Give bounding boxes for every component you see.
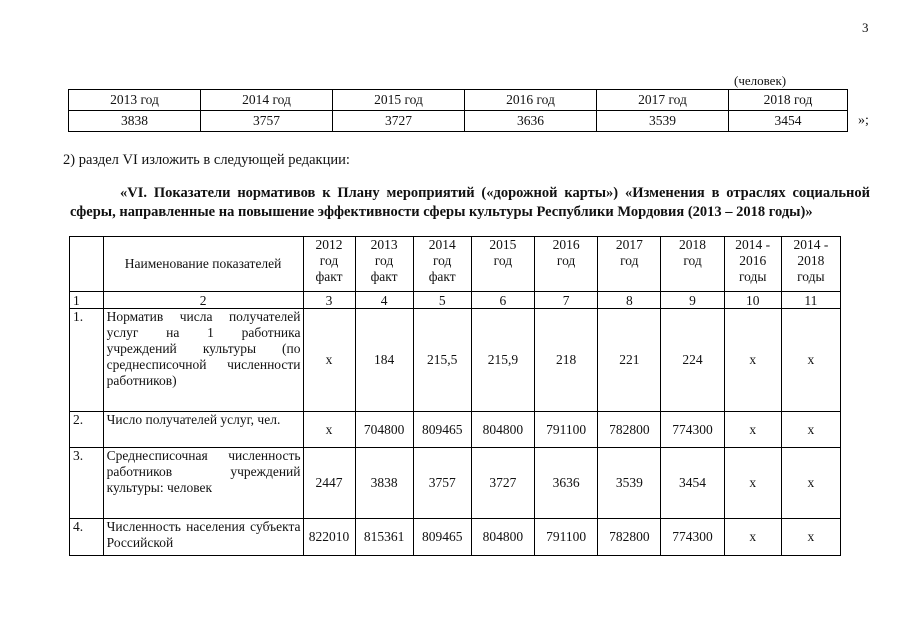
column-number-cell: 8 (598, 292, 661, 309)
value-cell: 774300 (661, 412, 724, 448)
table-row (70, 309, 841, 412)
quote-closer: »; (858, 113, 869, 128)
header-index-cell (70, 237, 104, 292)
value-cell: 791100 (534, 519, 597, 556)
table-header-row (70, 237, 841, 292)
value-cell: 791100 (534, 412, 597, 448)
value-row (69, 111, 848, 132)
value-cell: x (724, 448, 781, 519)
row-name: Число получателей услуг, чел. (103, 412, 303, 448)
row-name: Норматив числа получателей услуг на 1 работника учреждений культуры (по среднесписочной численности работников) (103, 309, 303, 412)
value-cell: 704800 (355, 412, 413, 448)
value-cell: 3539 (597, 111, 729, 132)
section-heading-line: «VI. Показатели нормативов к Плану мероприятий («дорожной карты») «Изменения в отраслях социальной (120, 185, 870, 201)
year-cell: 2015 год (333, 90, 465, 111)
unit-label: (человек) (734, 73, 787, 88)
header-year-cell: 2013 год факт (355, 237, 413, 292)
value-cell: x (781, 412, 840, 448)
row-index: 4. (70, 519, 104, 556)
value-cell: x (724, 309, 781, 412)
value-cell: 3727 (471, 448, 534, 519)
value-cell: 774300 (661, 519, 724, 556)
value-cell: 815361 (355, 519, 413, 556)
column-number-cell: 1 (70, 292, 104, 309)
value-cell: x (303, 412, 355, 448)
value-cell: 3636 (534, 448, 597, 519)
year-cell: 2013 год (69, 90, 201, 111)
row-name: Среднесписочная численность работников учреждений культуры: человек (103, 448, 303, 519)
value-cell: 782800 (598, 412, 661, 448)
value-cell: 3454 (661, 448, 724, 519)
year-cell: 2016 год (465, 90, 597, 111)
header-year-cell: 2015 год (471, 237, 534, 292)
value-cell: 2447 (303, 448, 355, 519)
column-number-cell: 3 (303, 292, 355, 309)
column-number-cell: 10 (724, 292, 781, 309)
column-number-cell: 9 (661, 292, 724, 309)
value-cell: 3727 (333, 111, 465, 132)
header-name-cell: Наименование показателей (103, 237, 303, 292)
value-cell: 809465 (413, 519, 471, 556)
table-row (70, 412, 841, 448)
column-number-cell: 7 (534, 292, 597, 309)
value-cell: x (781, 448, 840, 519)
value-cell: x (781, 309, 840, 412)
year-cell: 2018 год (729, 90, 848, 111)
value-cell: 215,5 (413, 309, 471, 412)
table-row (70, 448, 841, 519)
value-cell: 3454 (729, 111, 848, 132)
indicators-table (69, 236, 841, 556)
value-cell: 221 (598, 309, 661, 412)
year-cell: 2014 год (201, 90, 333, 111)
header-year-cell: 2014 год факт (413, 237, 471, 292)
value-cell: x (303, 309, 355, 412)
year-header-row (69, 90, 848, 111)
header-period-cell: 2014 - 2018 годы (781, 237, 840, 292)
value-cell: 3539 (598, 448, 661, 519)
value-cell: 215,9 (471, 309, 534, 412)
year-cell: 2017 год (597, 90, 729, 111)
row-index: 3. (70, 448, 104, 519)
value-cell: 3757 (201, 111, 333, 132)
value-cell: 3757 (413, 448, 471, 519)
header-year-cell: 2017 год (598, 237, 661, 292)
value-cell: 3838 (69, 111, 201, 132)
value-cell: x (781, 519, 840, 556)
value-cell: 3838 (355, 448, 413, 519)
value-cell: x (724, 519, 781, 556)
value-cell: 804800 (471, 412, 534, 448)
section-instruction: 2) раздел VI изложить в следующей редакции: (63, 152, 350, 168)
section-heading (70, 184, 870, 222)
column-number-cell: 4 (355, 292, 413, 309)
value-cell: 218 (534, 309, 597, 412)
header-year-cell: 2016 год (534, 237, 597, 292)
header-year-cell: 2018 год (661, 237, 724, 292)
row-name: Численность населения субъекта Российской (103, 519, 303, 556)
header-year-cell: 2012 год факт (303, 237, 355, 292)
value-cell: 822010 (303, 519, 355, 556)
value-cell: 804800 (471, 519, 534, 556)
table-row (70, 519, 841, 556)
column-number-cell: 2 (103, 292, 303, 309)
row-index: 2. (70, 412, 104, 448)
value-cell: 224 (661, 309, 724, 412)
column-number-cell: 11 (781, 292, 840, 309)
population-table (68, 89, 848, 132)
header-period-cell: 2014 - 2016 годы (724, 237, 781, 292)
column-number-cell: 5 (413, 292, 471, 309)
value-cell: 3636 (465, 111, 597, 132)
value-cell: 809465 (413, 412, 471, 448)
value-cell: 184 (355, 309, 413, 412)
value-cell: x (724, 412, 781, 448)
section-heading-line: сферы, направленные на повышение эффективности сферы культуры Республики Мордовия (2013 – 2018 годы)» (70, 204, 813, 220)
row-index: 1. (70, 309, 104, 412)
page-number: 3 (862, 20, 869, 35)
value-cell: 782800 (598, 519, 661, 556)
column-number-cell: 6 (471, 292, 534, 309)
column-number-row (70, 292, 841, 309)
